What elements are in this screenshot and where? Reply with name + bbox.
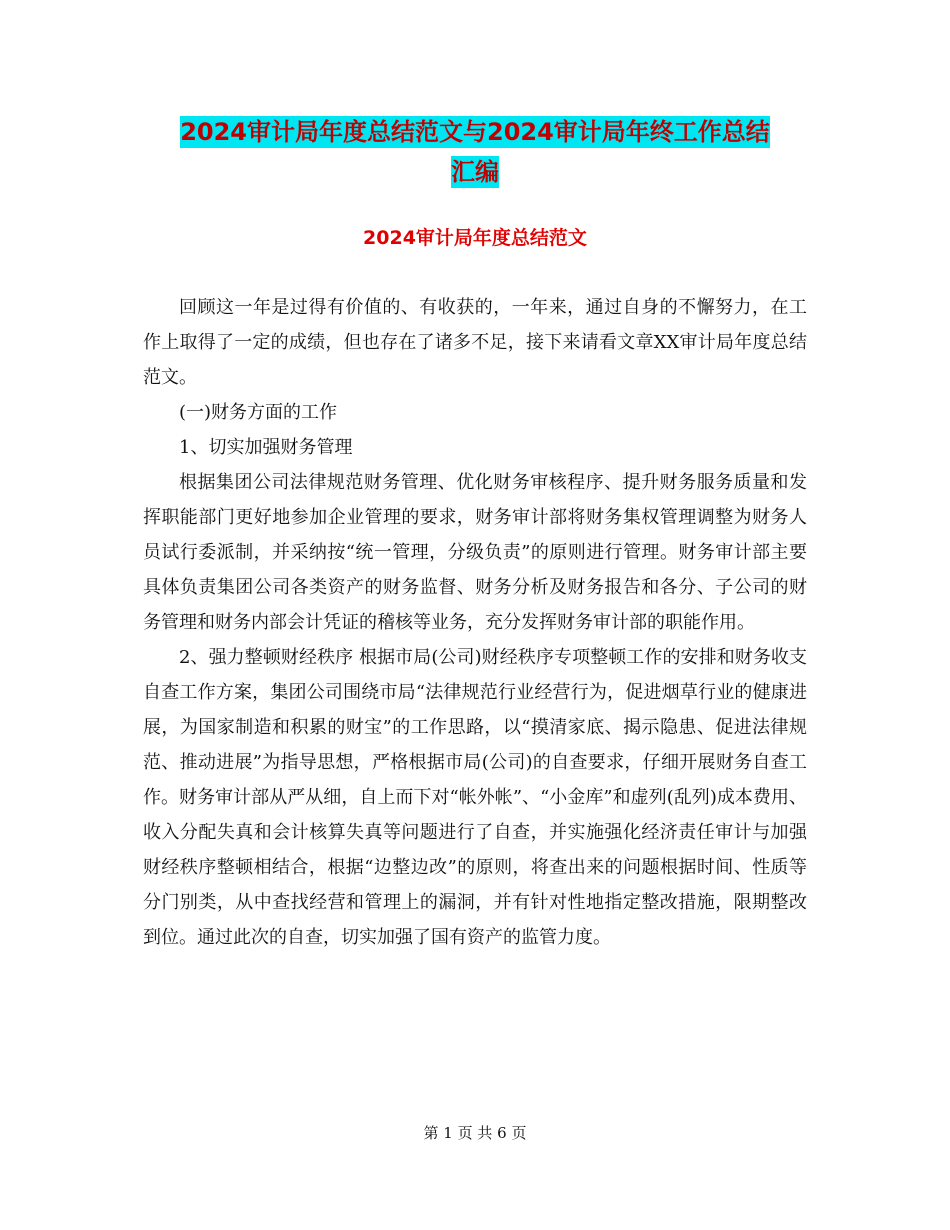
paragraph-intro: 回顾这一年是过得有价值的、有收获的，一年来，通过自身的不懈努力，在工作上取得了一定的成绩，但也存在了诸多不足，接下来请看文章XX审计局年度总结范文。 [143, 297, 807, 388]
document-title [140, 112, 810, 192]
paragraph-financial-order: 2、强力整顿财经秩序 根据市局(公司)财经秩序专项整顿工作的安排和财务收支自查工作方案，集团公司围绕市局“法律规范行业经营行为，促进烟草行业的健康进展，为国家制造和积累的财宝”的工作思路，以“摸清家底、揭示隐患、促进法律规范、推动进展”为指导思想，严格根据市局(公司)的自查要求，仔细开展财务自查工作。财务审计部从严从细，自上而下对“帐外帐”、“小金库”和虚列(乱列)成本费用、收入分配失真和会计核算失真等问题进行了自查，并实施强化经济责任审计与加强财经秩序整顿相结合，根据“边整边改”的原则，将查出来的问题根据时间、性质等分门别类，从中查找经营和管理上的漏洞，并有针对性地指定整改措施，限期整改到位。通过此次的自查，切实加强了国有资产的监管力度。 [143, 647, 807, 948]
paragraph-heading-finance: (一)财务方面的工作 [179, 402, 338, 423]
section-title: 2024审计局年度总结范文 [363, 227, 587, 249]
page-footer: 第 1 页 共 6 页 [423, 1124, 527, 1142]
body-text [143, 290, 807, 955]
title-line-2: 汇编 [451, 158, 499, 186]
title-line-1: 2024审计局年度总结范文与2024审计局年终工作总结 [180, 118, 770, 146]
paragraph-heading-1: 1、切实加强财务管理 [179, 437, 353, 458]
paragraph-finance-management: 根据集团公司法律规范财务管理、优化财务审核程序、提升财务服务质量和发挥职能部门更好地参加企业管理的要求，财务审计部将财务集权管理调整为财务人员试行委派制，并采纳按“统一管理，分级负责”的原则进行管理。财务审计部主要具体负责集团公司各类资产的财务监督、财务分析及财务报告和各分、子公司的财务管理和财务内部会计凭证的稽核等业务，充分发挥财务审计部的职能作用。 [143, 472, 807, 633]
